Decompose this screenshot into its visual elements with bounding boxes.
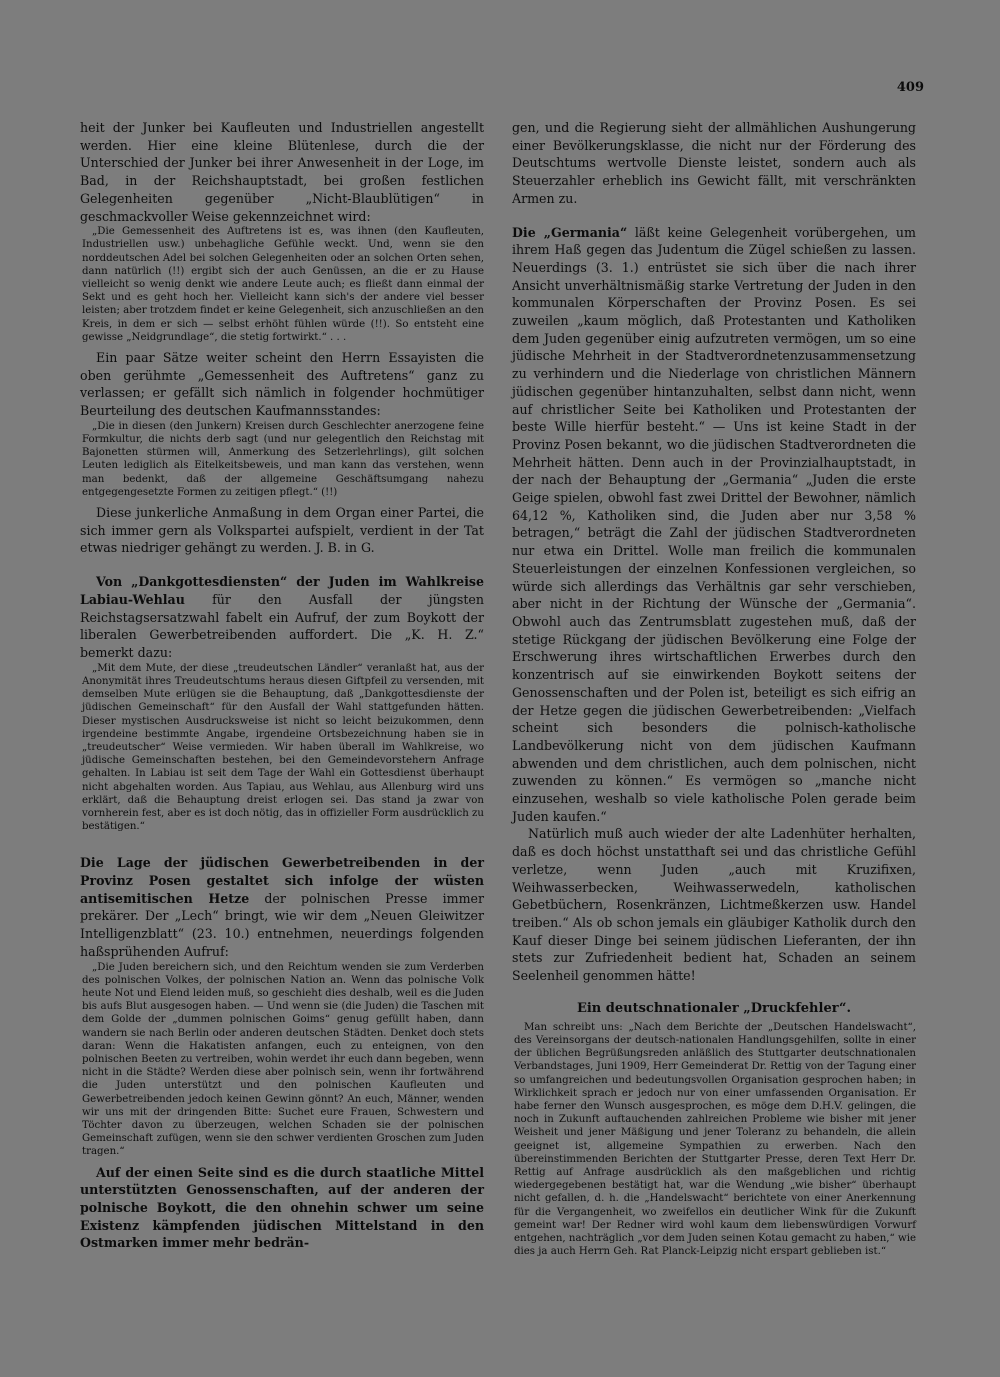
article-headline: Von „Dankgottesdiensten“ der Juden im Wahlkreise Labiau-Wehlau (80, 574, 484, 607)
body-paragraph: Diese junkerliche Anmaßung in dem Organ einer Partei, die sich immer gern als Volkspartei aufspielt, verdient in der Tat etwas niedriger gehängt zu werden. J. B. in G. (80, 505, 484, 556)
body-paragraph: Auf der einen Seite sind es die durch staatliche Mittel unterstützten Genossenschaften, auf der anderen der polnische Boykott, die den ohnehin schwer um seine Existenz kämpfenden jüdischen Mittelstand in den Ostmarken immer mehr bedrän- (80, 1164, 484, 1251)
section-gap (512, 985, 916, 1001)
quoted-passage: „Mit dem Mute, der diese „treudeutschen Ländler“ veranlaßt hat, aus der Anonymität ihres Treudeutschtums heraus diesen Giftpfeil zu versenden, mit demselben Mute erlügen sie die Behauptung, daß „Dankgottesdienste der jüdischen Gemeinschaft“ für den Ausfall der Wahl stattgefunden hätten. Dieser mystischen Ausdrucksweise ist nicht so leicht beizukommen, denn irgendeine bestimmte Angabe, irgendeine Ortsbezeichnung haben sie in „treudeutscher“ Weise vermieden. Wir haben überall im Wahlkreise, wo jüdische Gemeinschaften bestehen, bei den Gemeindevorstehern Anfrage gehalten. In Labiau ist seit dem Tage der Wahl ein Gottesdienst überhaupt nicht abgehalten worden. Aus Tapiau, aus Wehlau, aus Allenburg wird uns erklärt, daß die Behauptung dreist erlogen sei. Das stand ja zwar von vornherein fest, aber es ist doch nötig, das in offizieller Form ausdrücklich zu bestätigen.“ (82, 662, 484, 833)
section-heading: Ein deutschnationaler „Druckfehler“. (576, 1000, 852, 1016)
section-gap (512, 208, 916, 224)
article-paragraph (512, 224, 916, 826)
page-number: 409 (896, 80, 924, 95)
quoted-passage: „Die Gemessenheit des Auftretens ist es, was ihnen (den Kaufleuten, Industriellen usw.) unbehagliche Gefühle weckt. Und, wenn sie den norddeutschen Adel bei solchen Gelegenheiten oder an solchen Orten sehen, dann natürlich (!!) ergibt sich der auch Genüssen, an die er zu Hause vielleicht so wenig denkt wie andere Leute auch; es fließt dann einmal der Sekt und es geht hoch her. Vielleicht kann sich's der andere viel besser leisten; aber trotzdem findet er keine Gelegenheit, sich anzuschließen an den Kreis, in dem er sich — selbst erhöht fühlen würde (!!). So entsteht eine gewisse „Neidgrundlage“, die stetig fortwirkt.“ . . . (82, 226, 484, 343)
right-column (512, 119, 916, 1263)
quoted-passage: „Die Juden bereichern sich, und den Reichtum wenden sie zum Verderben des polnischen Volkes, der polnischen Nation an. Wenn das polnische Volk heute Not und Elend leiden muß, so geschieht dies deshalb, weil es die Juden bis aufs Blut ausgesogen haben. — Und wenn sie (die Juden) die Taschen mit dem Golde der „dummen polnischen Goims“ genug gefüllt haben, dann wandern sie nach Berlin oder anderen deutschen Städten. Denket doch stets daran: Wenn die Hakatisten anfangen, euch zu enteignen, von den polnischen Beeten zu vertreiben, wohin werdet ihr euch dann begeben, wenn nicht in die Städte? Werden diese aber polnisch sein, wenn ihr fortwährend die Juden unterstützt und den polnischen Kaufleuten und Gewerbetreibenden jedoch keinen Gewinn gönnt? An euch, Männer, wenden wir uns mit der dringenden Bitte: Suchet eure Frauen, Schwestern und Töchter davon zu überzeugen, welchen Schaden sie der polnischen Gemeinschaft zufügen, wenn sie den schwer verdienten Groschen zum Juden tragen.“ (82, 961, 484, 1158)
body-paragraph: Natürlich muß auch wieder der alte Ladenhüter herhalten, daß es doch höchst unstatthaft sei und das christliche Gefühl verletze, wenn Juden „auch mit Kruzifixen, Weihwasserbecken, Weihwasserwedeln, katholischen Gebetbüchern, Rosenkränzen, Lichtmeßkerzen usw. Handel treiben.“ Als ob schon jemals ein gläubiger Katholik durch den Kauf dieser Dinge bei seinem jüdischen Lieferanten, der ihn stets zur Zufriedenheit bedient hat, Schaden an seinem Seelenheil genommen hätte! (512, 826, 916, 984)
section-gap (80, 557, 484, 573)
body-paragraph: Ein paar Sätze weiter scheint den Herrn Essayisten die oben gerühmte „Gemessenheit des Auftretens“ ganz zu verlassen; er gefällt sich nämlich in folgender hochmütiger Beurteilung des deutschen Kaufmannsstandes: (80, 350, 484, 419)
article-text: für den Ausfall der jüngsten Reichstagsersatzwahl fabelt ein Aufruf, der zum Boykott der liberalen Gewerbetreibenden auffordert. Die „K. H. Z.“ bemerkt dazu: (80, 591, 484, 660)
section-gap (80, 838, 484, 854)
quoted-passage: „Die in diesen (den Junkern) Kreisen durch Geschlechter anerzogene feine Formkultur, die nichts derb sagt (und nur gelegentlich den Reichstag mit Bajonetten stürmen will, Anmerkung des Setzerlehrlings), gilt solchen Leuten lediglich als Eitelkeitsbeweis, und man kann das verstehen, wenn man bedenkt, daß der allgemeine Geschäftsumgang nahezu entgegengesetzte Formen zu zeitigen pflegt.“ (!!) (82, 420, 484, 498)
body-paragraph: gen, und die Regierung sieht der allmählichen Aushungerung einer Bevölkerungsklasse, die nicht nur der Förderung des Deutschtums wertvolle Dienste leistet, sondern auch als Steuerzahler erheblich ins Gewicht fällt, mit verschränkten Armen zu. (512, 120, 916, 206)
left-column (80, 119, 484, 1252)
article-headline: Die Lage der jüdischen Gewerbetreibenden in der Provinz Posen gestaltet sich infolge der wüsten antisemitischen Hetze (80, 855, 484, 906)
article-text: läßt keine Gelegenheit vorübergehen, um ihrem Haß gegen das Judentum die Zügel schießen zu lassen. Neuerdings (3. 1.) entrüstet sie sich über die nach ihrer Ansicht unverhältnismäßig starke Vertretung der Juden in den kommunalen Körperschaften der Provinz Posen. Es sei zuweilen „kaum möglich, daß Protestanten und Katholiken dem Juden gegenüber einig aufzutreten vermögen, um so eine jüdische Mehrheit in der Stadtverordnetenzusammensetzung zu verhindern und die Niederlage von christlichen Männern jüdischen gegenüber hintanzuhalten, selbst dann nicht, wenn auf christlicher Seite bei Katholiken und Protestanten der beste Wille hierfür besteht.“ — Uns ist keine Stadt in der Provinz Posen bekannt, wo die jüdischen Stadtverordneten die Mehrheit hätten. Denn auch in der Provinzialhauptstadt, in der nach der Behauptung der „Germania“ „Juden die erste Geige spielen, obwohl fast zwei Drittel der Bewohner, nämlich 64,12 %, Katholiken sind, die Juden aber nur 3,58 % betragen,“ beträgt die Zahl der jüdischen Stadtverordneten nur etwa ein Drittel. Wolle man freilich die kommunalen Steuerleistungen der einzelnen Konfessionen vergleichen, so würde sich allerdings das Verhältnis gar sehr verschieben, aber nicht in der Richtung der Wünsche der „Germania“. Obwohl auch das Zentrumsblatt zugestehen muß, daß der stetige Rückgang der jüdischen Bevölkerung eine Folge der Erschwerung ihres wirtschaftlichen Erwerbes durch den konzentrisch auf sie einwirkenden Boykott seitens der Genossenschaften und der Polen ist, beteiligt es sich eifrig an der Hetze gegen die jüdischen Gewerbetreibenden: „Vielfach scheint sich besonders die polnisch-katholische Landbevölkerung nicht von dem jüdischen Kaufmann abwenden und dem christlichen, auch dem polnischen, nicht zuwenden zu können.“ Es vermögen so „manche nicht einzusehen, weshalb so viele katholische Polen gerade beim Juden kaufen.“ (512, 224, 916, 824)
body-paragraph: heit der Junker bei Kaufleuten und Industriellen angestellt werden. Hier eine kleine Blütenlese, durch die der Unterschied der Junker bei ihrer Anwesenheit in der Loge, im Bad, in der Reichshauptstadt, bei großen festlichen Gelegenheiten gegenüber „Nicht-Blaublütigen“ in geschmackvoller Weise gekennzeichnet wird: (80, 120, 484, 224)
article-text: der polnischen Presse immer prekärer. Der „Lech“ bringt, wie wir dem „Neuen Gleiwitzer Intelligenzblatt“ (23. 10.) entnehmen, neuerdings folgenden haßsprühenden Aufruf: (80, 890, 485, 959)
article-paragraph (80, 573, 484, 662)
article-headline: Die „Germania“ (512, 224, 628, 240)
quoted-passage: Man schreibt uns: „Nach dem Berichte der „Deutschen Handelswacht“, des Vereinsorgans der deutsch-nationalen Handlungsgehilfen, sollte in einer der üblichen Begrüßungsreden anläßlich des Stuttgarter deutschnationalen Verbandstages, Juni 1909, Herr Gemeinderat Dr. Rettig von der Tagung einer so umfangreichen und bedeutungsvollen Organisation gesprochen haben; in Wirklichkeit sprach er jedoch nur von einer umfassenden Organisation. Er habe ferner den Wunsch ausgesprochen, es möge dem D.H.V. gelingen, die noch in Zukunft auftauchenden zahlreichen Probleme wie bisher mit jener Weisheit und jener Mäßigung und jener Toleranz zu behandeln, die allein geeignet ist, allgemeine Sympathien zu erwerben. Nach den übereinstimmenden Berichten der Stuttgarter Presse, deren Text Herr Dr. Rettig auf Anfrage ausdrücklich als den maßgeblichen und richtig wiedergegebenen bestätigt hat, war die Wendung „wie bisher“ überhaupt nicht gefallen, d. h. die „Handelswacht“ berichtete von einer Anerkennung für die Vergangenheit, wo zweifellos ein deutlicher Wink für die Zukunft gemeint war! Der Redner wird wohl kaum dem liebenswürdigen Vorwurf entgehen, nachträglich „vor dem Juden seinen Kotau gemacht zu haben,“ wie dies ja auch Herrn Geh. Rat Planck-Leipzig nicht erspart geblieben ist.“ (514, 1021, 916, 1258)
paragraph-gap (512, 1258, 916, 1263)
article-paragraph (80, 854, 484, 960)
